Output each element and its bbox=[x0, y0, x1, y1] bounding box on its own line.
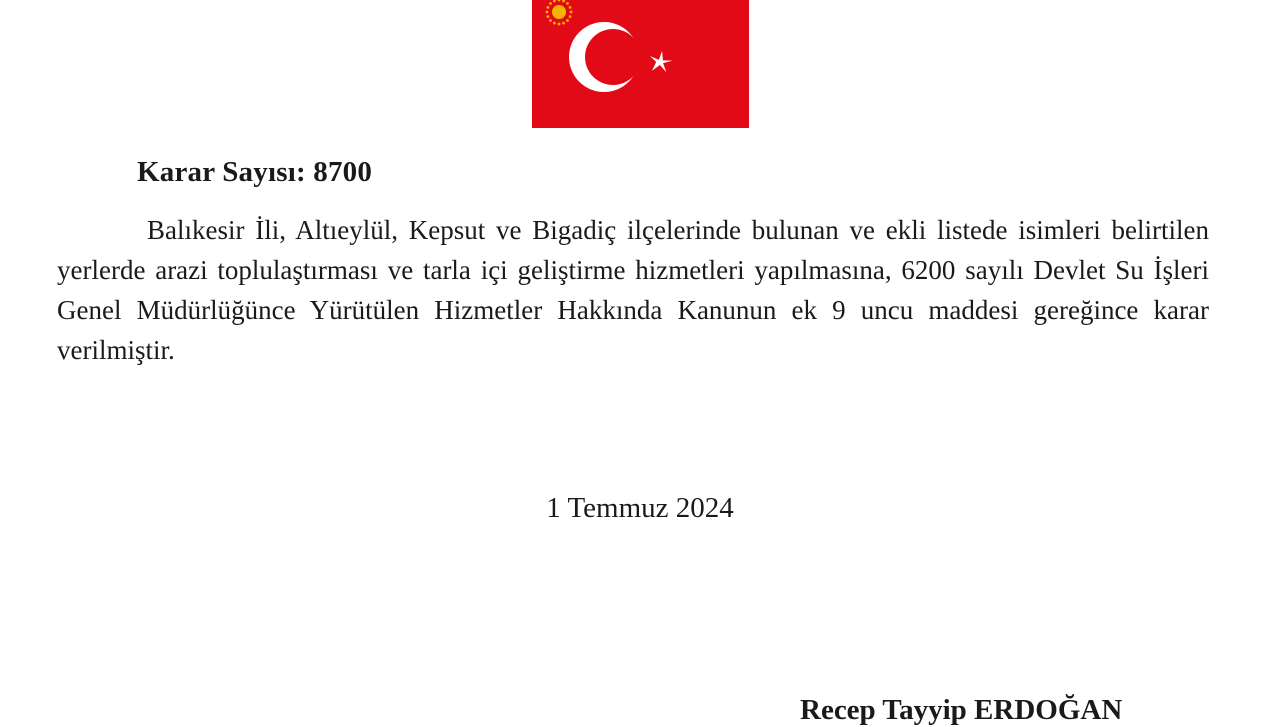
seal-star-dot bbox=[547, 15, 550, 18]
signatory-name: Recep Tayyip ERDOĞAN bbox=[800, 694, 1123, 726]
decision-number: Karar Sayısı: 8700 bbox=[137, 156, 373, 188]
seal-star-dot bbox=[546, 11, 549, 14]
seal-star-dot bbox=[558, 23, 561, 26]
decision-body-text: Balıkesir İli, Altıeylül, Kepsut ve Bigadiç ilçelerinde bulunan ve ekli listede isimleri belirtilen yerlerde arazi toplulaştırması ve tarla içi geliştirme hizmetleri yapılmasına, 6200 sayılı Devlet Su İşleri Genel Müdürlüğünce Yürütülen Hizmetler Hakkında Kanunun ek 9 uncu maddesi gereğince karar verilmiştir. bbox=[57, 215, 1209, 365]
seal-star-dot bbox=[547, 6, 550, 9]
turkish-flag-emblem bbox=[532, 0, 749, 128]
seal-star-dot bbox=[549, 2, 552, 5]
flag-background bbox=[532, 0, 749, 128]
seal-star-dot bbox=[549, 19, 552, 22]
seal-star-dot bbox=[562, 22, 565, 25]
decision-date: 1 Temmuz 2024 bbox=[546, 492, 734, 524]
seal-star-dot bbox=[566, 2, 569, 5]
seal-star-dot bbox=[569, 15, 572, 18]
seal-star-dot bbox=[566, 19, 569, 22]
flag-graphic bbox=[532, 0, 749, 128]
seal-star-dot bbox=[570, 11, 573, 14]
seal-star-dot bbox=[569, 6, 572, 9]
seal-star-dot bbox=[553, 22, 556, 25]
